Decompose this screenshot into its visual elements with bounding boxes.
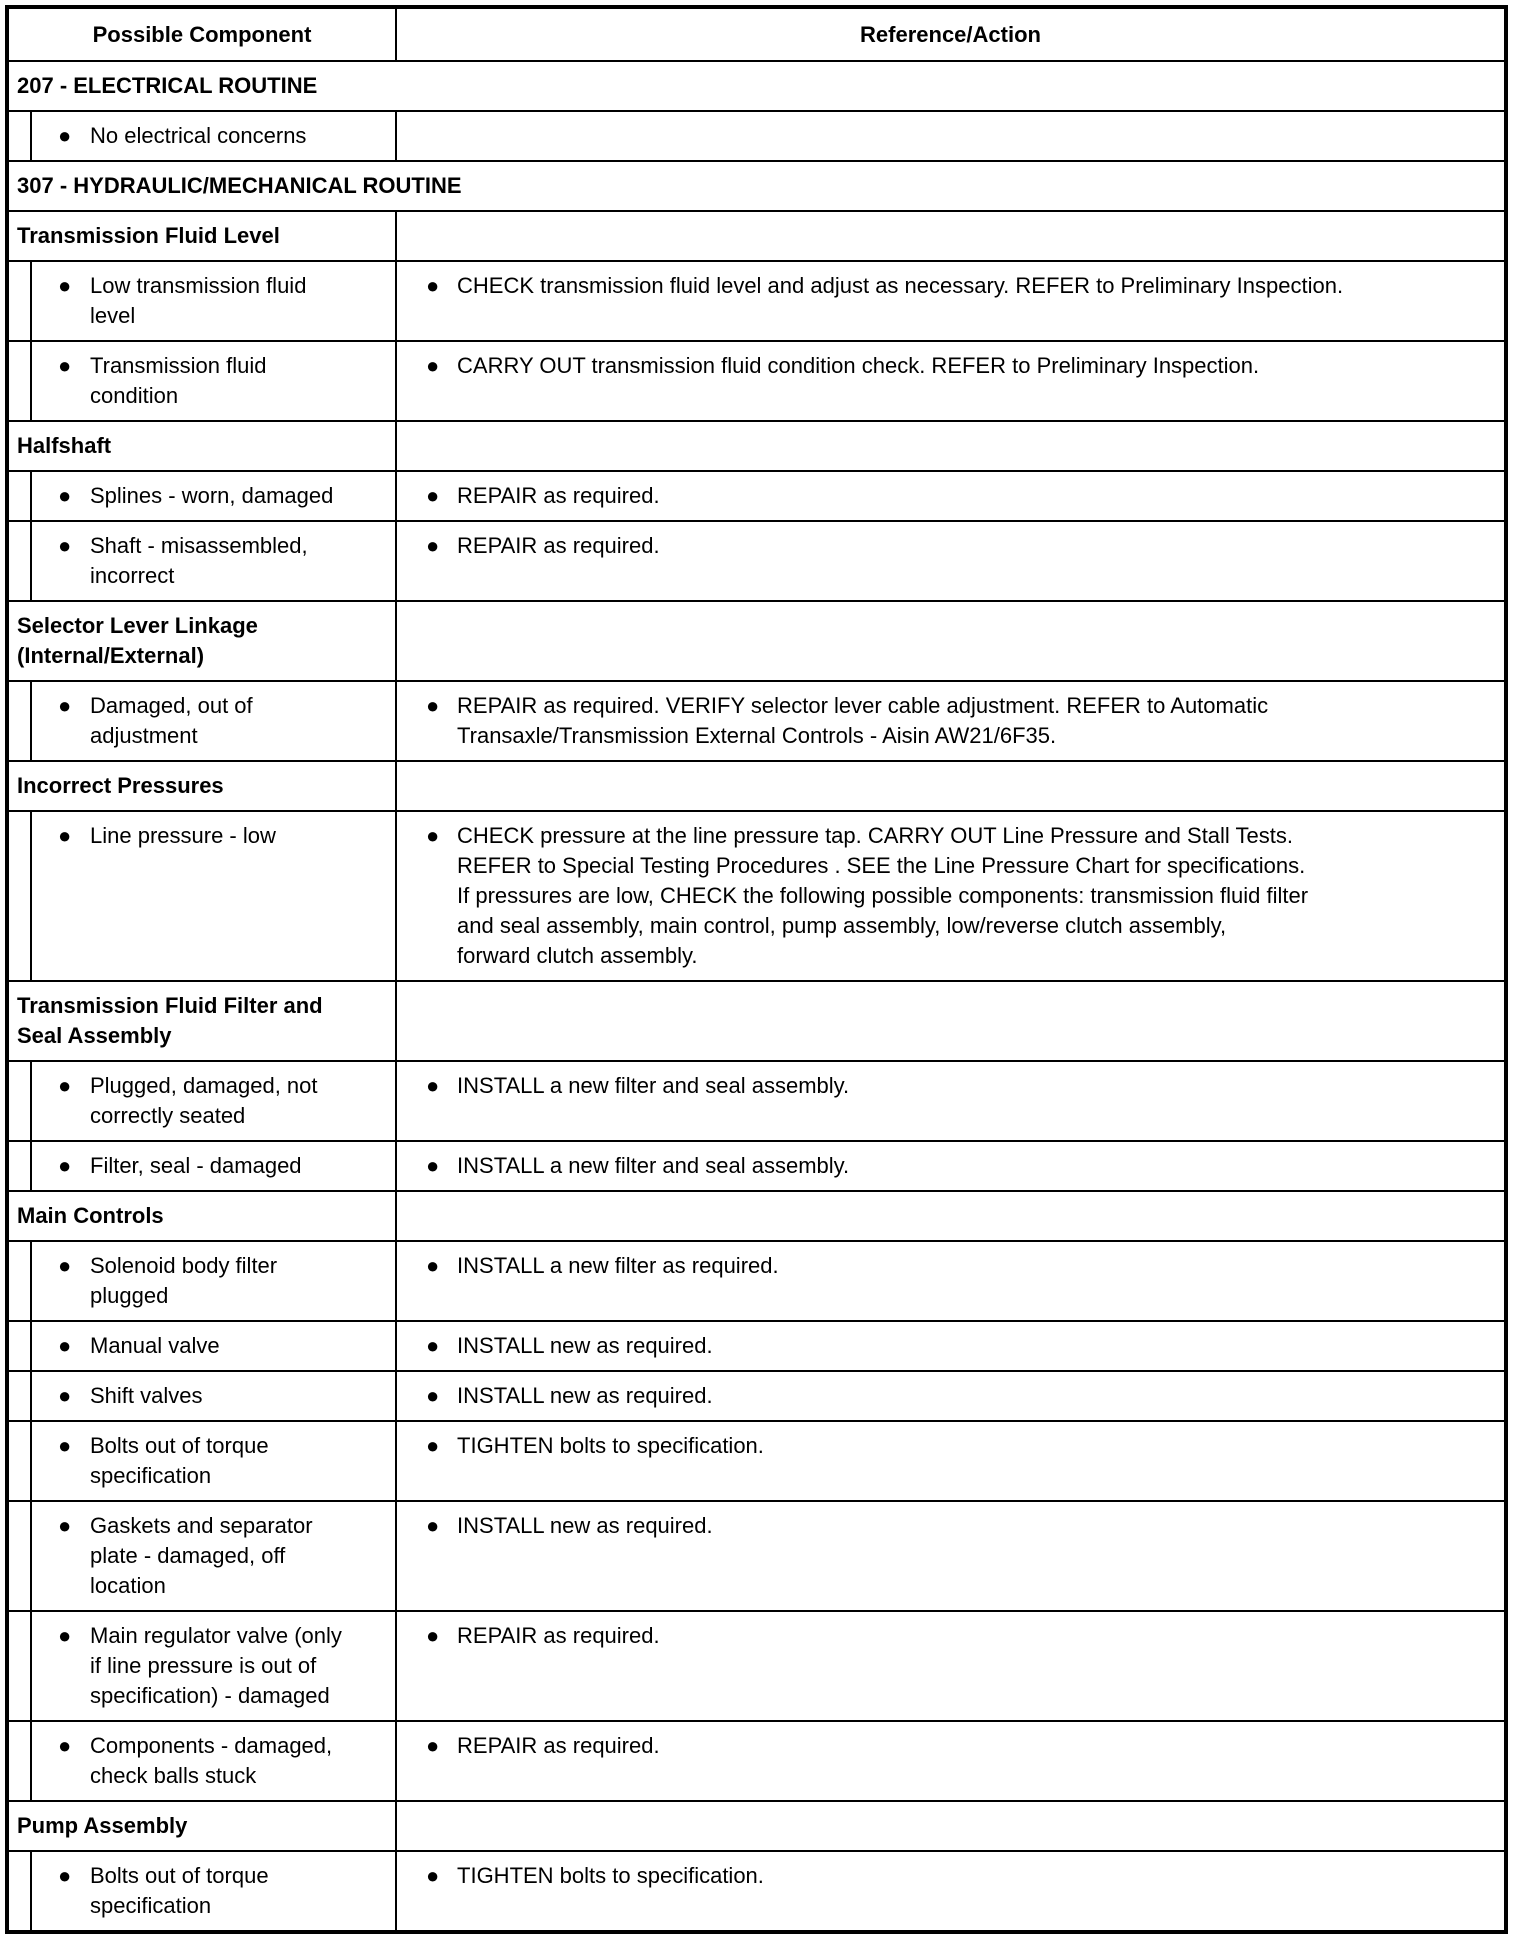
component-cell-text: Splines - worn, damaged [90,483,334,508]
bullet-icon: ● [426,1253,440,1278]
group-title: Pump Assembly [7,1801,396,1851]
table-row [7,1501,1506,1611]
diagnostic-table [5,5,1508,1934]
action-cell [396,681,1506,761]
bullet-icon: ● [426,1863,440,1888]
table-row [7,521,1506,601]
action-cell [396,471,1506,521]
component-cell [31,1241,396,1321]
indent-cell [7,1061,31,1141]
bullet-icon: ● [426,1073,440,1098]
component-cell [31,261,396,341]
empty-action-cell [396,421,1506,471]
group-title: Incorrect Pressures [7,761,396,811]
indent-cell [7,1241,31,1321]
action-cell-text: INSTALL a new filter and seal assembly. [457,1153,850,1178]
action-cell-text: TIGHTEN bolts to specification. [457,1433,764,1458]
action-cell [396,1421,1506,1501]
action-cell-text: INSTALL a new filter as required. [457,1253,779,1278]
indent-cell [7,1421,31,1501]
action-cell-text: INSTALL new as required. [457,1513,713,1538]
component-cell [31,1501,396,1611]
component-cell-text: Solenoid body filter plugged [90,1253,278,1308]
bullet-icon: ● [426,693,440,718]
action-cell [396,1241,1506,1321]
action-cell-text: REPAIR as required. VERIFY selector lever cable adjustment. REFER to Automatic Transaxle/Transmission External Controls - Aisin AW21/6F35. [457,693,1269,748]
bullet-icon: ● [426,1383,440,1408]
action-cell [396,1061,1506,1141]
group-row [7,601,1506,681]
indent-cell [7,471,31,521]
group-title: Transmission Fluid Filter and Seal Assembly [7,981,396,1061]
header-row [7,7,1506,61]
table-row [7,1061,1506,1141]
section-title: 307 - HYDRAULIC/MECHANICAL ROUTINE [7,161,1506,211]
action-cell [396,1851,1506,1932]
action-cell-text: CHECK transmission fluid level and adjust as necessary. REFER to Preliminary Inspection. [457,273,1344,298]
table-row [7,1371,1506,1421]
bullet-icon: ● [58,823,72,848]
component-cell [31,1371,396,1421]
action-cell [396,1371,1506,1421]
action-cell-text: CHECK pressure at the line pressure tap. CARRY OUT Line Pressure and Stall Tests. REFER to Special Testing Procedures . SEE the Line Pressure Chart for specifications. If pressures are low, CHECK the following possible components: transmission fluid filter and seal assembly, main control, pump assembly, low/reverse clutch assembly, forward clutch assembly. [457,823,1309,968]
component-cell [31,811,396,981]
empty-action-cell [396,761,1506,811]
empty-action-cell [396,1801,1506,1851]
indent-cell [7,1721,31,1801]
bullet-icon: ● [58,1383,72,1408]
table-row [7,1421,1506,1501]
group-title: Halfshaft [7,421,396,471]
bullet-icon: ● [426,1623,440,1648]
group-title: Transmission Fluid Level [7,211,396,261]
table-row [7,1721,1506,1801]
component-cell-text: Shaft - misassembled, incorrect [90,533,308,588]
empty-action-cell [396,1191,1506,1241]
bullet-icon: ● [58,1153,72,1178]
bullet-icon: ● [58,1333,72,1358]
action-cell-text: INSTALL new as required. [457,1333,713,1358]
bullet-icon: ● [58,483,72,508]
component-cell [31,1611,396,1721]
indent-cell [7,521,31,601]
action-cell [396,1321,1506,1371]
bullet-icon: ● [426,1433,440,1458]
component-cell [31,1061,396,1141]
action-cell [396,341,1506,421]
bullet-icon: ● [58,1253,72,1278]
indent-cell [7,681,31,761]
group-row [7,761,1506,811]
action-cell-text: INSTALL a new filter and seal assembly. [457,1073,850,1098]
bullet-icon: ● [426,1733,440,1758]
bullet-icon: ● [58,353,72,378]
action-cell [396,1141,1506,1191]
action-cell [396,1501,1506,1611]
bullet-icon: ● [58,1433,72,1458]
component-cell-text: Line pressure - low [90,823,276,848]
indent-cell [7,1371,31,1421]
component-cell-text: Plugged, damaged, not correctly seated [90,1073,318,1128]
action-cell [396,1611,1506,1721]
group-title: Selector Lever Linkage (Internal/External) [7,601,396,681]
component-cell [31,1321,396,1371]
component-cell-text: Transmission fluid condition [90,353,267,408]
bullet-icon: ● [58,693,72,718]
group-row [7,1801,1506,1851]
group-row [7,421,1506,471]
component-cell-text: Bolts out of torque specification [90,1433,269,1488]
component-cell-text: Bolts out of torque specification [90,1863,269,1918]
component-cell-text: Filter, seal - damaged [90,1153,302,1178]
bullet-icon: ● [426,533,440,558]
group-row [7,981,1506,1061]
indent-cell [7,1501,31,1611]
component-cell-text: Gaskets and separator plate - damaged, off location [90,1513,313,1598]
indent-cell [7,111,31,161]
component-cell-text: No electrical concerns [90,123,307,148]
bullet-icon: ● [426,823,440,848]
bullet-icon: ● [426,353,440,378]
table-row [7,1321,1506,1371]
bullet-icon: ● [426,273,440,298]
bullet-icon: ● [426,1513,440,1538]
group-title: Main Controls [7,1191,396,1241]
bullet-icon: ● [58,123,72,148]
header-reference-action: Reference/Action [396,7,1506,61]
action-cell-text: REPAIR as required. [457,483,660,508]
component-cell-text: Components - damaged, check balls stuck [90,1733,333,1788]
action-cell-text: REPAIR as required. [457,533,660,558]
bullet-icon: ● [426,483,440,508]
bullet-icon: ● [58,1733,72,1758]
indent-cell [7,1611,31,1721]
bullet-icon: ● [58,533,72,558]
component-cell [31,111,396,161]
table-row [7,681,1506,761]
component-cell [31,1721,396,1801]
component-cell-text: Manual valve [90,1333,220,1358]
component-cell-text: Shift valves [90,1383,203,1408]
group-row [7,1191,1506,1241]
section-row [7,161,1506,211]
table-row [7,471,1506,521]
table-row [7,1241,1506,1321]
component-cell [31,1851,396,1932]
table-body [7,61,1506,1932]
component-cell-text: Low transmission fluid level [90,273,307,328]
table-row [7,341,1506,421]
indent-cell [7,341,31,421]
header-possible-component: Possible Component [7,7,396,61]
table-row [7,111,1506,161]
section-title: 207 - ELECTRICAL ROUTINE [7,61,1506,111]
indent-cell [7,811,31,981]
component-cell [31,471,396,521]
indent-cell [7,1141,31,1191]
action-cell [396,261,1506,341]
action-cell-text: CARRY OUT transmission fluid condition check. REFER to Preliminary Inspection. [457,353,1260,378]
action-cell [396,521,1506,601]
component-cell [31,341,396,421]
indent-cell [7,261,31,341]
bullet-icon: ● [58,273,72,298]
component-cell [31,521,396,601]
bullet-icon: ● [58,1623,72,1648]
component-cell [31,681,396,761]
action-cell-text: INSTALL new as required. [457,1383,713,1408]
action-cell-text: TIGHTEN bolts to specification. [457,1863,764,1888]
component-cell [31,1421,396,1501]
action-cell [396,811,1506,981]
action-cell-text: REPAIR as required. [457,1733,660,1758]
table-row [7,811,1506,981]
bullet-icon: ● [426,1153,440,1178]
action-cell [396,111,1506,161]
table-row [7,1611,1506,1721]
table-row [7,1141,1506,1191]
group-row [7,211,1506,261]
bullet-icon: ● [58,1863,72,1888]
component-cell-text: Main regulator valve (only if line pressure is out of specification) - damaged [90,1623,342,1708]
indent-cell [7,1321,31,1371]
action-cell [396,1721,1506,1801]
section-row [7,61,1506,111]
component-cell [31,1141,396,1191]
bullet-icon: ● [426,1333,440,1358]
bullet-icon: ● [58,1073,72,1098]
empty-action-cell [396,601,1506,681]
action-cell-text: REPAIR as required. [457,1623,660,1648]
indent-cell [7,1851,31,1932]
empty-action-cell [396,211,1506,261]
table-row [7,1851,1506,1932]
empty-action-cell [396,981,1506,1061]
bullet-icon: ● [58,1513,72,1538]
component-cell-text: Damaged, out of adjustment [90,693,253,748]
table-row [7,261,1506,341]
